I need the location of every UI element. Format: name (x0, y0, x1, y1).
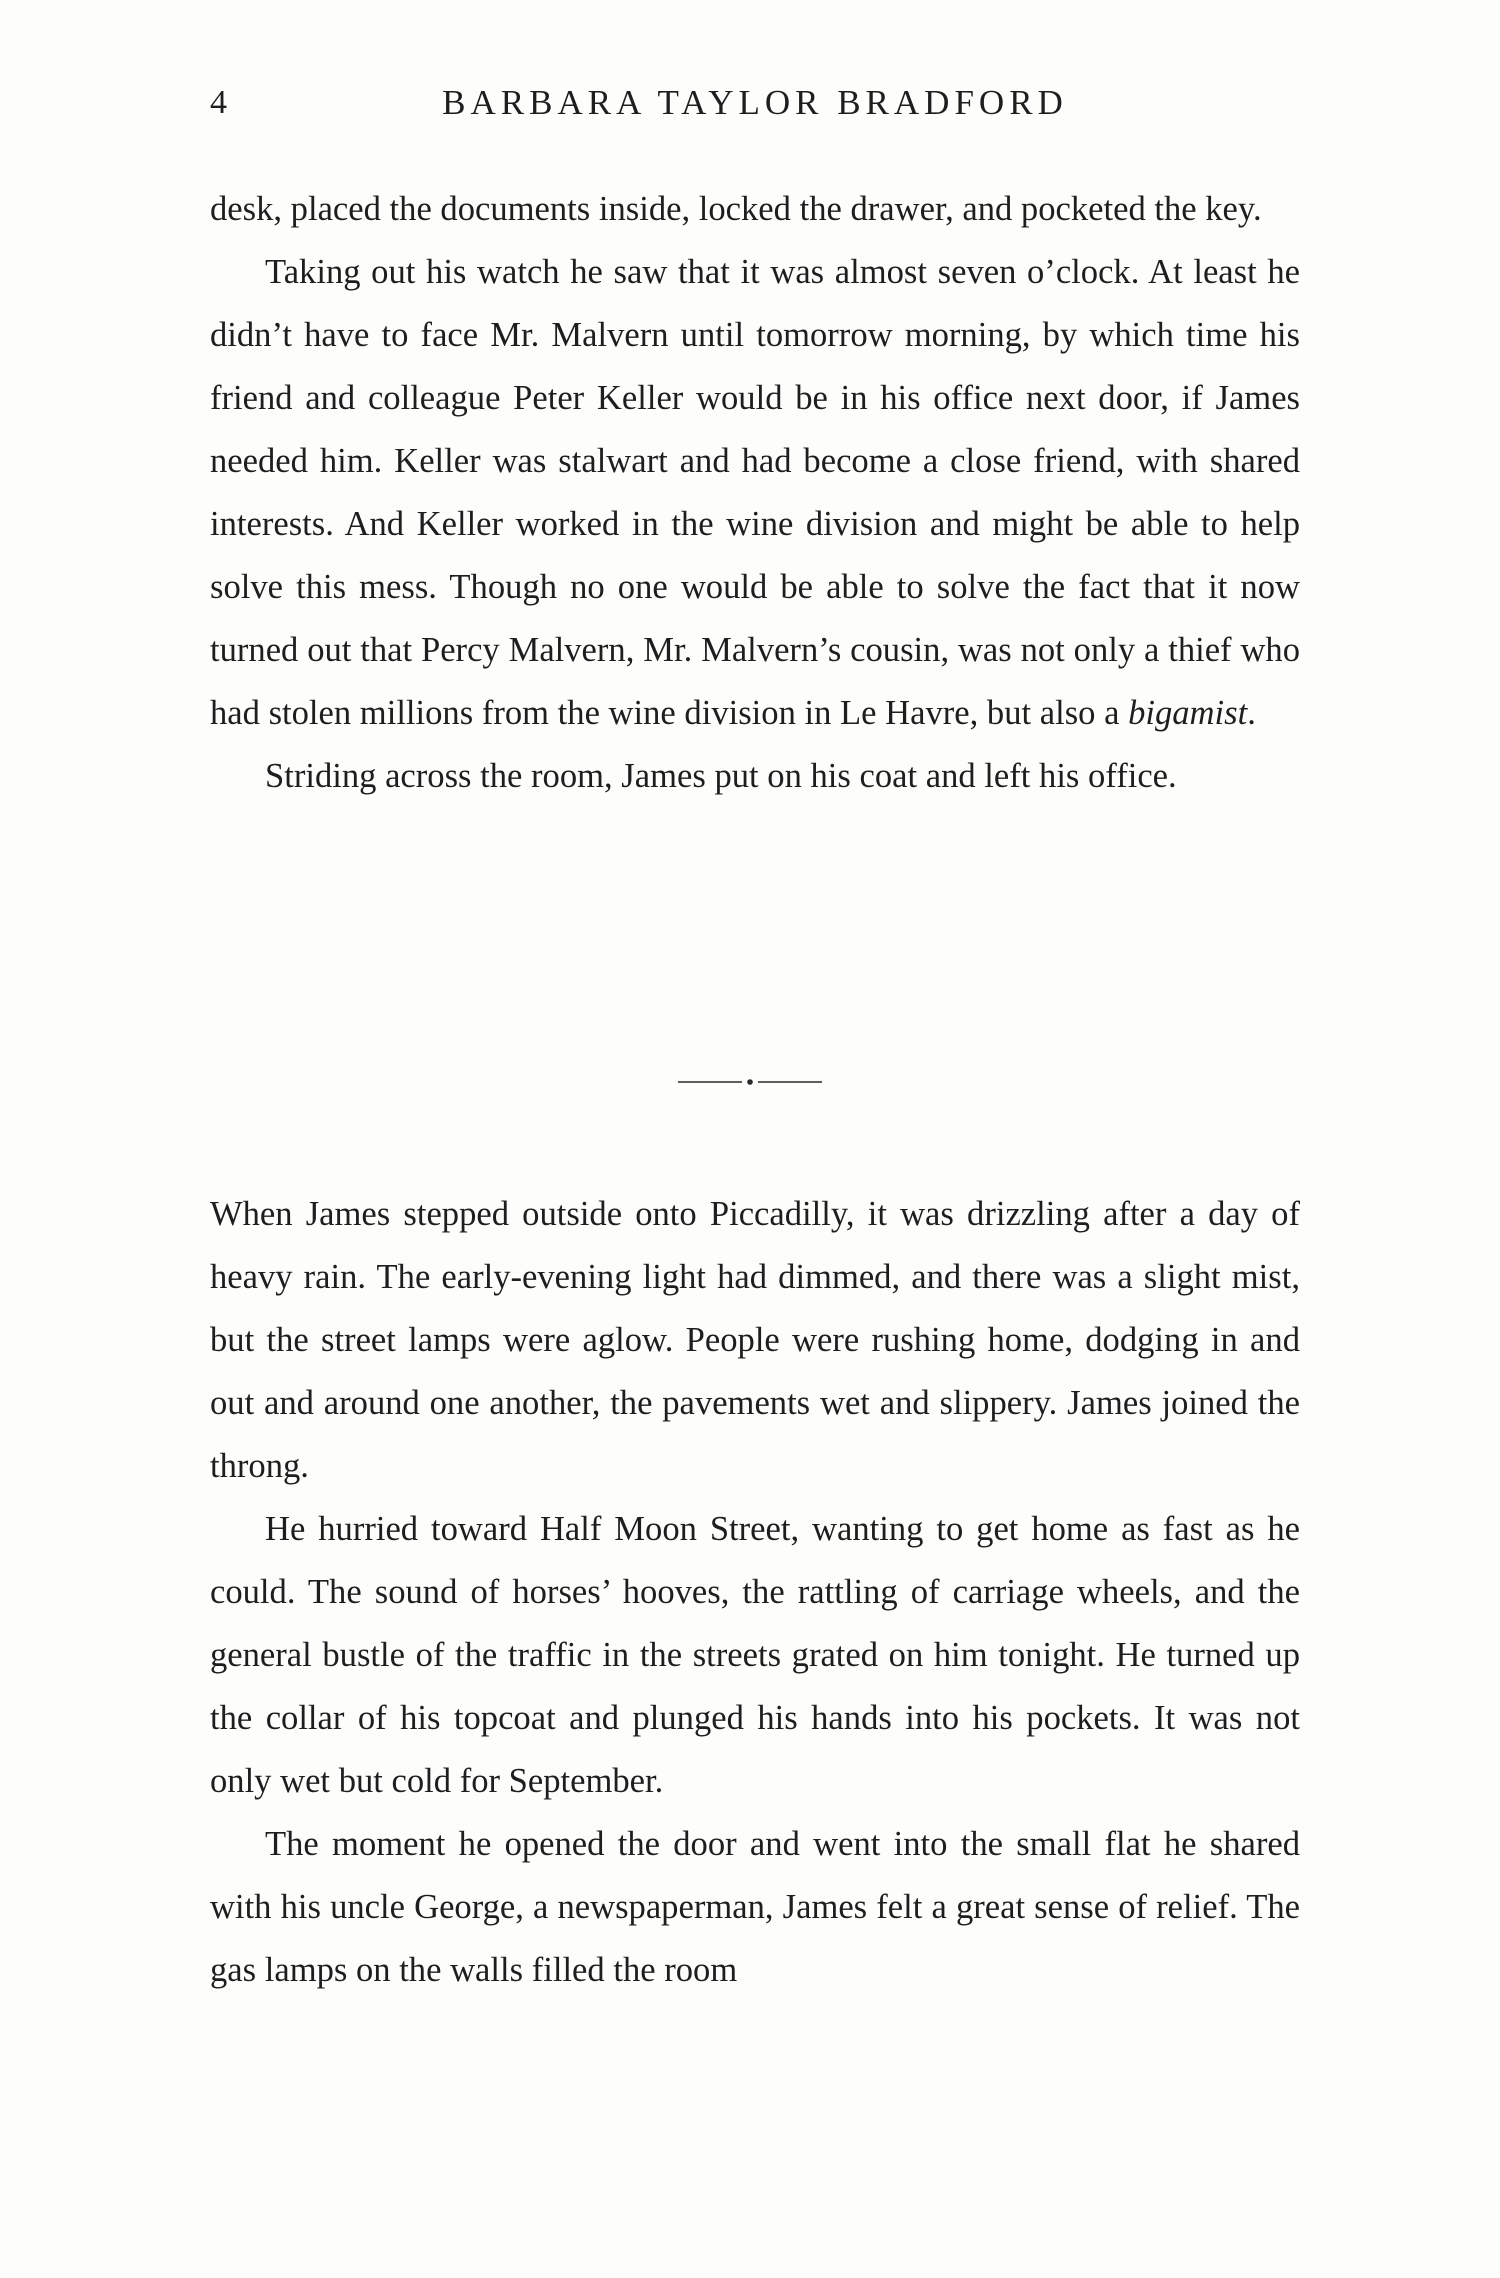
paragraph: Striding across the room, James put on his coat and left his office. (265, 757, 1177, 795)
paragraph: desk, placed the documents inside, locked the drawer, and pocketed the key. (210, 190, 1262, 228)
section-break-ornament-icon (670, 1072, 830, 1092)
paragraph: He hurried toward Half Moon Street, wanting to get home as fast as he could. The sound of horses’ hooves, the rattling of carriage wheels, and the general bustle of the traffic in the streets grated on him tonight. He turned up the collar of his topcoat and plunged his hands into his pockets. It was not only wet but cold for September. (210, 1510, 1300, 1800)
paragraph-text: Taking out his watch he saw that it was almost seven o’clock. At least he didn’t have to face Mr. Malvern until tomorrow morning, by which time his friend and colleague Peter Keller would be in his office next door, if James needed him. Keller was stalwart and had become a close friend, with shared interests. And Keller worked in the wine division and might be able to help solve this mess. Though no one would be able to solve the fact that it now turned out that Percy Malvern, Mr. Malvern’s cousin, was not only a thief who had stolen millions from the wine division in Le Havre, but also a (210, 253, 1300, 732)
paragraph: The moment he opened the door and went into the small flat he shared with his uncle George, a newspaperman, James felt a great sense of relief. The gas lamps on the walls filled the room (210, 1825, 1300, 1989)
paragraph: When James stepped outside onto Piccadilly, it was drizzling after a day of heavy rain. The early-evening light had dimmed, and there was a slight mist, but the street lamps were aglow. People were rushing home, dodging in and out and around one another, the pavements wet and slippery. James joined the throng. (210, 1195, 1300, 1485)
section-2-text (210, 1183, 1300, 2002)
section-1-text (210, 178, 1300, 808)
emphasis-text: bigamist (1128, 694, 1248, 732)
paragraph (210, 241, 1300, 745)
paragraph-end: . (1247, 694, 1256, 732)
page-number: 4 (210, 84, 227, 121)
running-head-author: BARBARA TAYLOR BRADFORD (442, 83, 1068, 122)
running-head (210, 78, 1300, 128)
